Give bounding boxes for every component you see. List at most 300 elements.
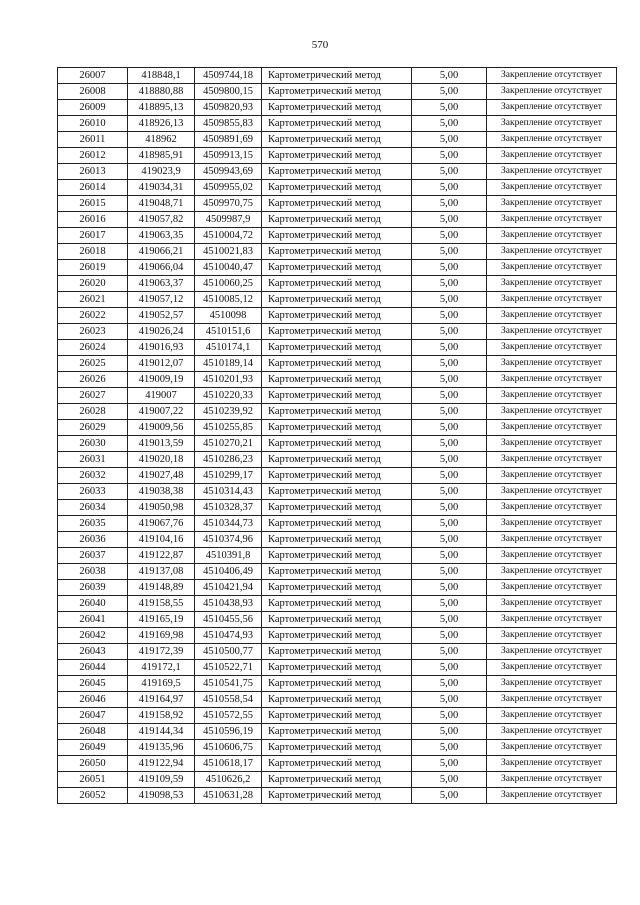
point-id-cell: 26044 [58, 660, 128, 676]
accuracy-cell: 5,00 [412, 404, 487, 420]
point-id-cell: 26052 [58, 788, 128, 804]
method-cell: Картометрический метод [262, 420, 412, 436]
method-cell: Картометрический метод [262, 516, 412, 532]
point-id-cell: 26031 [58, 452, 128, 468]
y-coordinate-cell: 4509744,18 [195, 68, 262, 84]
method-cell: Картометрический метод [262, 452, 412, 468]
method-cell: Картометрический метод [262, 148, 412, 164]
table-row [58, 196, 617, 212]
accuracy-cell: 5,00 [412, 516, 487, 532]
y-coordinate-cell: 4510500,77 [195, 644, 262, 660]
point-id-cell: 26021 [58, 292, 128, 308]
y-coordinate-cell: 4510606,75 [195, 740, 262, 756]
table-row [58, 180, 617, 196]
method-cell: Картометрический метод [262, 692, 412, 708]
y-coordinate-cell: 4509891,69 [195, 132, 262, 148]
method-cell: Картометрический метод [262, 84, 412, 100]
x-coordinate-cell: 419007,22 [128, 404, 195, 420]
table-row [58, 564, 617, 580]
y-coordinate-cell: 4510455,56 [195, 612, 262, 628]
point-id-cell: 26032 [58, 468, 128, 484]
accuracy-cell: 5,00 [412, 708, 487, 724]
fixation-cell: Закрепление отсутствует [487, 244, 617, 260]
method-cell: Картометрический метод [262, 468, 412, 484]
method-cell: Картометрический метод [262, 356, 412, 372]
method-cell: Картометрический метод [262, 228, 412, 244]
accuracy-cell: 5,00 [412, 564, 487, 580]
x-coordinate-cell: 419063,37 [128, 276, 195, 292]
table-row [58, 308, 617, 324]
y-coordinate-cell: 4510174,1 [195, 340, 262, 356]
accuracy-cell: 5,00 [412, 612, 487, 628]
x-coordinate-cell: 419023,9 [128, 164, 195, 180]
x-coordinate-cell: 419009,56 [128, 420, 195, 436]
point-id-cell: 26017 [58, 228, 128, 244]
method-cell: Картометрический метод [262, 708, 412, 724]
x-coordinate-cell: 419172,39 [128, 644, 195, 660]
point-id-cell: 26027 [58, 388, 128, 404]
y-coordinate-cell: 4509855,83 [195, 116, 262, 132]
method-cell: Картометрический метод [262, 676, 412, 692]
x-coordinate-cell: 419048,71 [128, 196, 195, 212]
accuracy-cell: 5,00 [412, 276, 487, 292]
accuracy-cell: 5,00 [412, 644, 487, 660]
table-row [58, 724, 617, 740]
accuracy-cell: 5,00 [412, 436, 487, 452]
fixation-cell: Закрепление отсутствует [487, 516, 617, 532]
accuracy-cell: 5,00 [412, 132, 487, 148]
method-cell: Картометрический метод [262, 484, 412, 500]
method-cell: Картометрический метод [262, 580, 412, 596]
accuracy-cell: 5,00 [412, 100, 487, 116]
point-id-cell: 26037 [58, 548, 128, 564]
fixation-cell: Закрепление отсутствует [487, 292, 617, 308]
x-coordinate-cell: 419012,07 [128, 356, 195, 372]
y-coordinate-cell: 4510421,94 [195, 580, 262, 596]
accuracy-cell: 5,00 [412, 228, 487, 244]
method-cell: Картометрический метод [262, 260, 412, 276]
x-coordinate-cell: 419158,55 [128, 596, 195, 612]
x-coordinate-cell: 418895,13 [128, 100, 195, 116]
fixation-cell: Закрепление отсутствует [487, 708, 617, 724]
coordinates-table-body [58, 68, 617, 804]
x-coordinate-cell: 418962 [128, 132, 195, 148]
fixation-cell: Закрепление отсутствует [487, 676, 617, 692]
fixation-cell: Закрепление отсутствует [487, 660, 617, 676]
method-cell: Картометрический метод [262, 180, 412, 196]
accuracy-cell: 5,00 [412, 356, 487, 372]
method-cell: Картометрический метод [262, 628, 412, 644]
x-coordinate-cell: 419066,04 [128, 260, 195, 276]
table-row [58, 340, 617, 356]
y-coordinate-cell: 4510239,92 [195, 404, 262, 420]
y-coordinate-cell: 4510201,93 [195, 372, 262, 388]
point-id-cell: 26039 [58, 580, 128, 596]
y-coordinate-cell: 4510328,37 [195, 500, 262, 516]
accuracy-cell: 5,00 [412, 628, 487, 644]
point-id-cell: 26033 [58, 484, 128, 500]
accuracy-cell: 5,00 [412, 244, 487, 260]
point-id-cell: 26035 [58, 516, 128, 532]
method-cell: Картометрический метод [262, 244, 412, 260]
y-coordinate-cell: 4510618,17 [195, 756, 262, 772]
y-coordinate-cell: 4510004,72 [195, 228, 262, 244]
accuracy-cell: 5,00 [412, 308, 487, 324]
fixation-cell: Закрепление отсутствует [487, 612, 617, 628]
point-id-cell: 26018 [58, 244, 128, 260]
y-coordinate-cell: 4510572,55 [195, 708, 262, 724]
fixation-cell: Закрепление отсутствует [487, 68, 617, 84]
method-cell: Картометрический метод [262, 596, 412, 612]
fixation-cell: Закрепление отсутствует [487, 724, 617, 740]
fixation-cell: Закрепление отсутствует [487, 180, 617, 196]
method-cell: Картометрический метод [262, 276, 412, 292]
accuracy-cell: 5,00 [412, 596, 487, 612]
y-coordinate-cell: 4510541,75 [195, 676, 262, 692]
accuracy-cell: 5,00 [412, 452, 487, 468]
point-id-cell: 26014 [58, 180, 128, 196]
method-cell: Картометрический метод [262, 436, 412, 452]
table-row [58, 388, 617, 404]
y-coordinate-cell: 4510314,43 [195, 484, 262, 500]
point-id-cell: 26010 [58, 116, 128, 132]
point-id-cell: 26051 [58, 772, 128, 788]
y-coordinate-cell: 4510522,71 [195, 660, 262, 676]
table-row [58, 468, 617, 484]
x-coordinate-cell: 419050,98 [128, 500, 195, 516]
table-row [58, 676, 617, 692]
y-coordinate-cell: 4509913,15 [195, 148, 262, 164]
point-id-cell: 26013 [58, 164, 128, 180]
method-cell: Картометрический метод [262, 164, 412, 180]
y-coordinate-cell: 4510040,47 [195, 260, 262, 276]
table-row [58, 740, 617, 756]
fixation-cell: Закрепление отсутствует [487, 436, 617, 452]
x-coordinate-cell: 418926,13 [128, 116, 195, 132]
x-coordinate-cell: 419026,24 [128, 324, 195, 340]
fixation-cell: Закрепление отсутствует [487, 580, 617, 596]
fixation-cell: Закрепление отсутствует [487, 468, 617, 484]
accuracy-cell: 5,00 [412, 164, 487, 180]
accuracy-cell: 5,00 [412, 68, 487, 84]
point-id-cell: 26019 [58, 260, 128, 276]
table-row [58, 372, 617, 388]
x-coordinate-cell: 419052,57 [128, 308, 195, 324]
point-id-cell: 26016 [58, 212, 128, 228]
table-row [58, 692, 617, 708]
fixation-cell: Закрепление отсутствует [487, 324, 617, 340]
fixation-cell: Закрепление отсутствует [487, 100, 617, 116]
y-coordinate-cell: 4510474,93 [195, 628, 262, 644]
accuracy-cell: 5,00 [412, 196, 487, 212]
table-row [58, 132, 617, 148]
x-coordinate-cell: 418848,1 [128, 68, 195, 84]
accuracy-cell: 5,00 [412, 724, 487, 740]
method-cell: Картометрический метод [262, 660, 412, 676]
y-coordinate-cell: 4510631,28 [195, 788, 262, 804]
x-coordinate-cell: 419104,16 [128, 532, 195, 548]
table-row [58, 516, 617, 532]
accuracy-cell: 5,00 [412, 532, 487, 548]
accuracy-cell: 5,00 [412, 324, 487, 340]
x-coordinate-cell: 419063,35 [128, 228, 195, 244]
x-coordinate-cell: 419038,38 [128, 484, 195, 500]
fixation-cell: Закрепление отсутствует [487, 340, 617, 356]
y-coordinate-cell: 4509970,75 [195, 196, 262, 212]
table-row [58, 276, 617, 292]
method-cell: Картометрический метод [262, 500, 412, 516]
point-id-cell: 26036 [58, 532, 128, 548]
x-coordinate-cell: 419148,89 [128, 580, 195, 596]
table-row [58, 484, 617, 500]
point-id-cell: 26011 [58, 132, 128, 148]
y-coordinate-cell: 4509955,02 [195, 180, 262, 196]
accuracy-cell: 5,00 [412, 660, 487, 676]
method-cell: Картометрический метод [262, 196, 412, 212]
point-id-cell: 26024 [58, 340, 128, 356]
y-coordinate-cell: 4510299,17 [195, 468, 262, 484]
x-coordinate-cell: 419158,92 [128, 708, 195, 724]
y-coordinate-cell: 4509800,15 [195, 84, 262, 100]
point-id-cell: 26041 [58, 612, 128, 628]
point-id-cell: 26015 [58, 196, 128, 212]
table-row [58, 356, 617, 372]
fixation-cell: Закрепление отсутствует [487, 788, 617, 804]
table-row [58, 772, 617, 788]
fixation-cell: Закрепление отсутствует [487, 356, 617, 372]
point-id-cell: 26022 [58, 308, 128, 324]
point-id-cell: 26023 [58, 324, 128, 340]
method-cell: Картометрический метод [262, 788, 412, 804]
accuracy-cell: 5,00 [412, 676, 487, 692]
accuracy-cell: 5,00 [412, 772, 487, 788]
fixation-cell: Закрепление отсутствует [487, 132, 617, 148]
table-row [58, 68, 617, 84]
point-id-cell: 26025 [58, 356, 128, 372]
table-row [58, 756, 617, 772]
x-coordinate-cell: 418880,88 [128, 84, 195, 100]
accuracy-cell: 5,00 [412, 756, 487, 772]
fixation-cell: Закрепление отсутствует [487, 628, 617, 644]
fixation-cell: Закрепление отсутствует [487, 196, 617, 212]
fixation-cell: Закрепление отсутствует [487, 212, 617, 228]
table-row [58, 788, 617, 804]
y-coordinate-cell: 4510406,49 [195, 564, 262, 580]
method-cell: Картометрический метод [262, 212, 412, 228]
x-coordinate-cell: 419016,93 [128, 340, 195, 356]
fixation-cell: Закрепление отсутствует [487, 596, 617, 612]
y-coordinate-cell: 4510344,73 [195, 516, 262, 532]
method-cell: Картометрический метод [262, 68, 412, 84]
x-coordinate-cell: 419169,5 [128, 676, 195, 692]
y-coordinate-cell: 4510151,6 [195, 324, 262, 340]
accuracy-cell: 5,00 [412, 468, 487, 484]
table-row [58, 420, 617, 436]
fixation-cell: Закрепление отсутствует [487, 148, 617, 164]
x-coordinate-cell: 419034,31 [128, 180, 195, 196]
method-cell: Картометрический метод [262, 772, 412, 788]
y-coordinate-cell: 4510060,25 [195, 276, 262, 292]
x-coordinate-cell: 419172,1 [128, 660, 195, 676]
x-coordinate-cell: 419135,96 [128, 740, 195, 756]
fixation-cell: Закрепление отсутствует [487, 420, 617, 436]
fixation-cell: Закрепление отсутствует [487, 308, 617, 324]
x-coordinate-cell: 419144,34 [128, 724, 195, 740]
accuracy-cell: 5,00 [412, 692, 487, 708]
table-row [58, 228, 617, 244]
fixation-cell: Закрепление отсутствует [487, 228, 617, 244]
accuracy-cell: 5,00 [412, 148, 487, 164]
accuracy-cell: 5,00 [412, 116, 487, 132]
point-id-cell: 26008 [58, 84, 128, 100]
table-row [58, 628, 617, 644]
table-row [58, 596, 617, 612]
point-id-cell: 26042 [58, 628, 128, 644]
table-row [58, 436, 617, 452]
point-id-cell: 26049 [58, 740, 128, 756]
method-cell: Картометрический метод [262, 612, 412, 628]
table-row [58, 500, 617, 516]
y-coordinate-cell: 4509987,9 [195, 212, 262, 228]
table-row [58, 404, 617, 420]
method-cell: Картометрический метод [262, 644, 412, 660]
y-coordinate-cell: 4510270,21 [195, 436, 262, 452]
table-row [58, 660, 617, 676]
x-coordinate-cell: 419109,59 [128, 772, 195, 788]
table-row [58, 548, 617, 564]
x-coordinate-cell: 419137,08 [128, 564, 195, 580]
method-cell: Картометрический метод [262, 340, 412, 356]
point-id-cell: 26040 [58, 596, 128, 612]
x-coordinate-cell: 419066,21 [128, 244, 195, 260]
accuracy-cell: 5,00 [412, 180, 487, 196]
accuracy-cell: 5,00 [412, 372, 487, 388]
method-cell: Картометрический метод [262, 756, 412, 772]
y-coordinate-cell: 4510220,33 [195, 388, 262, 404]
fixation-cell: Закрепление отсутствует [487, 564, 617, 580]
table-row [58, 116, 617, 132]
accuracy-cell: 5,00 [412, 580, 487, 596]
fixation-cell: Закрепление отсутствует [487, 116, 617, 132]
fixation-cell: Закрепление отсутствует [487, 532, 617, 548]
y-coordinate-cell: 4510286,23 [195, 452, 262, 468]
point-id-cell: 26028 [58, 404, 128, 420]
table-row [58, 100, 617, 116]
accuracy-cell: 5,00 [412, 548, 487, 564]
table-row [58, 292, 617, 308]
method-cell: Картометрический метод [262, 740, 412, 756]
point-id-cell: 26029 [58, 420, 128, 436]
point-id-cell: 26045 [58, 676, 128, 692]
point-id-cell: 26046 [58, 692, 128, 708]
accuracy-cell: 5,00 [412, 788, 487, 804]
accuracy-cell: 5,00 [412, 292, 487, 308]
method-cell: Картометрический метод [262, 292, 412, 308]
table-row [58, 580, 617, 596]
coordinates-table [57, 67, 617, 804]
fixation-cell: Закрепление отсутствует [487, 260, 617, 276]
method-cell: Картометрический метод [262, 404, 412, 420]
accuracy-cell: 5,00 [412, 484, 487, 500]
y-coordinate-cell: 4510626,2 [195, 772, 262, 788]
method-cell: Картометрический метод [262, 532, 412, 548]
method-cell: Картометрический метод [262, 564, 412, 580]
y-coordinate-cell: 4510085,12 [195, 292, 262, 308]
x-coordinate-cell: 418985,91 [128, 148, 195, 164]
table-row [58, 612, 617, 628]
table-row [58, 324, 617, 340]
fixation-cell: Закрепление отсутствует [487, 484, 617, 500]
point-id-cell: 26043 [58, 644, 128, 660]
x-coordinate-cell: 419067,76 [128, 516, 195, 532]
point-id-cell: 26034 [58, 500, 128, 516]
method-cell: Картометрический метод [262, 308, 412, 324]
fixation-cell: Закрепление отсутствует [487, 692, 617, 708]
x-coordinate-cell: 419009,19 [128, 372, 195, 388]
x-coordinate-cell: 419007 [128, 388, 195, 404]
accuracy-cell: 5,00 [412, 340, 487, 356]
y-coordinate-cell: 4510374,96 [195, 532, 262, 548]
fixation-cell: Закрепление отсутствует [487, 756, 617, 772]
x-coordinate-cell: 419027,48 [128, 468, 195, 484]
method-cell: Картометрический метод [262, 548, 412, 564]
table-row [58, 452, 617, 468]
fixation-cell: Закрепление отсутствует [487, 276, 617, 292]
x-coordinate-cell: 419013,59 [128, 436, 195, 452]
point-id-cell: 26007 [58, 68, 128, 84]
fixation-cell: Закрепление отсутствует [487, 372, 617, 388]
accuracy-cell: 5,00 [412, 500, 487, 516]
point-id-cell: 26030 [58, 436, 128, 452]
table-row [58, 244, 617, 260]
x-coordinate-cell: 419057,12 [128, 292, 195, 308]
page-number: 570 [311, 39, 329, 51]
y-coordinate-cell: 4510098 [195, 308, 262, 324]
accuracy-cell: 5,00 [412, 260, 487, 276]
fixation-cell: Закрепление отсутствует [487, 452, 617, 468]
x-coordinate-cell: 419122,87 [128, 548, 195, 564]
fixation-cell: Закрепление отсутствует [487, 740, 617, 756]
point-id-cell: 26038 [58, 564, 128, 580]
table-row [58, 84, 617, 100]
y-coordinate-cell: 4510189,14 [195, 356, 262, 372]
y-coordinate-cell: 4510391,8 [195, 548, 262, 564]
y-coordinate-cell: 4510596,19 [195, 724, 262, 740]
fixation-cell: Закрепление отсутствует [487, 644, 617, 660]
method-cell: Картометрический метод [262, 116, 412, 132]
fixation-cell: Закрепление отсутствует [487, 388, 617, 404]
table-row [58, 212, 617, 228]
method-cell: Картометрический метод [262, 132, 412, 148]
point-id-cell: 26050 [58, 756, 128, 772]
accuracy-cell: 5,00 [412, 84, 487, 100]
x-coordinate-cell: 419164,97 [128, 692, 195, 708]
accuracy-cell: 5,00 [412, 212, 487, 228]
y-coordinate-cell: 4510021,83 [195, 244, 262, 260]
table-row [58, 148, 617, 164]
y-coordinate-cell: 4509943,69 [195, 164, 262, 180]
accuracy-cell: 5,00 [412, 740, 487, 756]
fixation-cell: Закрепление отсутствует [487, 404, 617, 420]
method-cell: Картометрический метод [262, 372, 412, 388]
table-row [58, 644, 617, 660]
y-coordinate-cell: 4510558,54 [195, 692, 262, 708]
point-id-cell: 26026 [58, 372, 128, 388]
fixation-cell: Закрепление отсутствует [487, 164, 617, 180]
table-row [58, 164, 617, 180]
fixation-cell: Закрепление отсутствует [487, 772, 617, 788]
method-cell: Картометрический метод [262, 388, 412, 404]
